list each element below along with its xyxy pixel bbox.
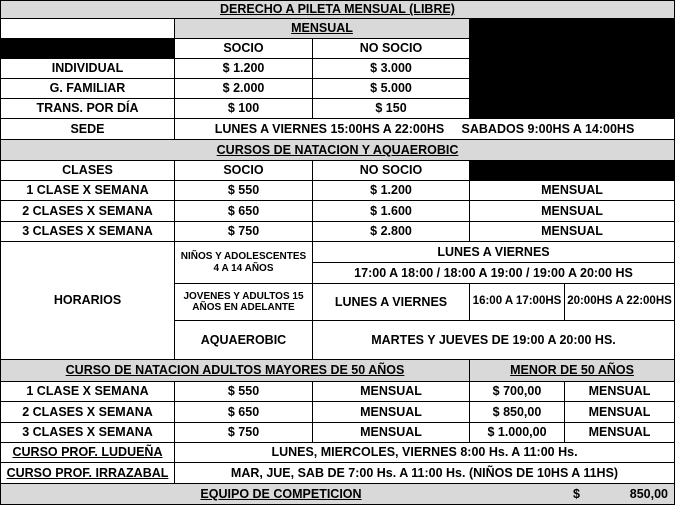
equipo-label: EQUIPO DE COMPETICION bbox=[200, 486, 362, 501]
adultos-periodo: MENSUAL bbox=[313, 402, 470, 423]
ninos-horas: 17:00 A 18:00 / 18:00 A 19:00 / 19:00 A 20:00 HS bbox=[313, 263, 675, 284]
mensual-no-socio-price: $ 3.000 bbox=[313, 59, 470, 79]
curso-no-socio-price: $ 2.800 bbox=[313, 222, 470, 242]
menor-precio: $ 700,00 bbox=[470, 382, 565, 402]
mensual-row-label: TRANS. POR DÍA bbox=[0, 99, 175, 119]
adultos-row-label: 3 CLASES X SEMANA bbox=[0, 423, 175, 443]
menor-periodo: MENSUAL bbox=[565, 382, 675, 402]
mensual-row-label: G. FAMILIAR bbox=[0, 79, 175, 99]
curso-no-socio-price: $ 1.600 bbox=[313, 201, 470, 222]
adultos-row-label: 1 CLASE X SEMANA bbox=[0, 382, 175, 402]
curso-no-socio-price: $ 1.200 bbox=[313, 181, 470, 201]
mensual-spacer bbox=[0, 19, 175, 39]
sede-horario: LUNES A VIERNES 15:00HS A 22:00HS SABADOS 9:00HS A 14:00HS bbox=[175, 119, 675, 140]
jovenes-turno-2: 20:00HS A 22:00HS bbox=[565, 284, 675, 321]
mensual-no-socio-price: $ 150 bbox=[313, 99, 470, 119]
curso-socio-price: $ 750 bbox=[175, 222, 313, 242]
mensual-socio-price: $ 2.000 bbox=[175, 79, 313, 99]
ninos-dias: LUNES A VIERNES bbox=[313, 242, 675, 263]
black-header-cell bbox=[470, 161, 675, 181]
horarios-label: HORARIOS bbox=[0, 242, 175, 360]
col-header-socio: SOCIO bbox=[175, 161, 313, 181]
jovenes-grupo-label: JOVENES Y ADULTOS 15 AÑOS EN ADELANTE bbox=[175, 284, 313, 321]
curso-row-label: 3 CLASES X SEMANA bbox=[0, 222, 175, 242]
adultos-precio: $ 750 bbox=[175, 423, 313, 443]
equipo-precio: 850,00 bbox=[629, 486, 668, 501]
prof-horario: MAR, JUE, SAB DE 7:00 Hs. A 11:00 Hs. (NIÑOS DE 10HS A 11HS) bbox=[175, 463, 675, 484]
equipo-currency: $ bbox=[573, 486, 580, 501]
curso-periodo: MENSUAL bbox=[470, 181, 675, 201]
col-header-no-socio: NO SOCIO bbox=[313, 161, 470, 181]
curso-periodo: MENSUAL bbox=[470, 201, 675, 222]
adultos-header: CURSO DE NATACION ADULTOS MAYORES DE 50 AÑOS bbox=[0, 360, 470, 382]
col-header-socio: SOCIO bbox=[175, 39, 313, 59]
mensual-socio-price: $ 1.200 bbox=[175, 59, 313, 79]
aquaerobic-horario: MARTES Y JUEVES DE 19:00 A 20:00 HS. bbox=[313, 321, 675, 360]
adultos-periodo: MENSUAL bbox=[313, 423, 470, 443]
menor-precio: $ 1.000,00 bbox=[470, 423, 565, 443]
mensual-socio-price: $ 100 bbox=[175, 99, 313, 119]
menor-periodo: MENSUAL bbox=[565, 423, 675, 443]
curso-row-label: 1 CLASE X SEMANA bbox=[0, 181, 175, 201]
jovenes-dias: LUNES A VIERNES bbox=[313, 284, 470, 321]
adultos-periodo: MENSUAL bbox=[313, 382, 470, 402]
curso-row-label: 2 CLASES X SEMANA bbox=[0, 201, 175, 222]
menor-precio: $ 850,00 bbox=[470, 402, 565, 423]
table-title: DERECHO A PILETA MENSUAL (LIBRE) bbox=[0, 0, 675, 19]
black-label-cell bbox=[0, 39, 175, 59]
prof-horario: LUNES, MIERCOLES, VIERNES 8:00 Hs. A 11:00 Hs. bbox=[175, 443, 675, 463]
curso-socio-price: $ 550 bbox=[175, 181, 313, 201]
ninos-grupo-label: NIÑOS Y ADOLESCENTES 4 A 14 AÑOS bbox=[175, 242, 313, 284]
prof-label: CURSO PROF. IRRAZABAL bbox=[0, 463, 175, 484]
cursos-header: CURSOS DE NATACION Y AQUAEROBIC bbox=[0, 140, 675, 161]
adultos-precio: $ 550 bbox=[175, 382, 313, 402]
prof-label: CURSO PROF. LUDUEÑA bbox=[0, 443, 175, 463]
mensual-no-socio-price: $ 5.000 bbox=[313, 79, 470, 99]
adultos-precio: $ 650 bbox=[175, 402, 313, 423]
aquaerobic-label: AQUAEROBIC bbox=[175, 321, 313, 360]
curso-socio-price: $ 650 bbox=[175, 201, 313, 222]
black-filler-block bbox=[470, 19, 675, 119]
sede-label: SEDE bbox=[0, 119, 175, 140]
mensual-header: MENSUAL bbox=[175, 19, 470, 39]
equipo-row bbox=[0, 484, 675, 505]
col-header-no-socio: NO SOCIO bbox=[313, 39, 470, 59]
menor-header: MENOR DE 50 AÑOS bbox=[470, 360, 675, 382]
menor-periodo: MENSUAL bbox=[565, 402, 675, 423]
mensual-row-label: INDIVIDUAL bbox=[0, 59, 175, 79]
curso-periodo: MENSUAL bbox=[470, 222, 675, 242]
col-header-clases: CLASES bbox=[0, 161, 175, 181]
adultos-row-label: 2 CLASES X SEMANA bbox=[0, 402, 175, 423]
jovenes-turno-1: 16:00 A 17:00HS bbox=[470, 284, 565, 321]
